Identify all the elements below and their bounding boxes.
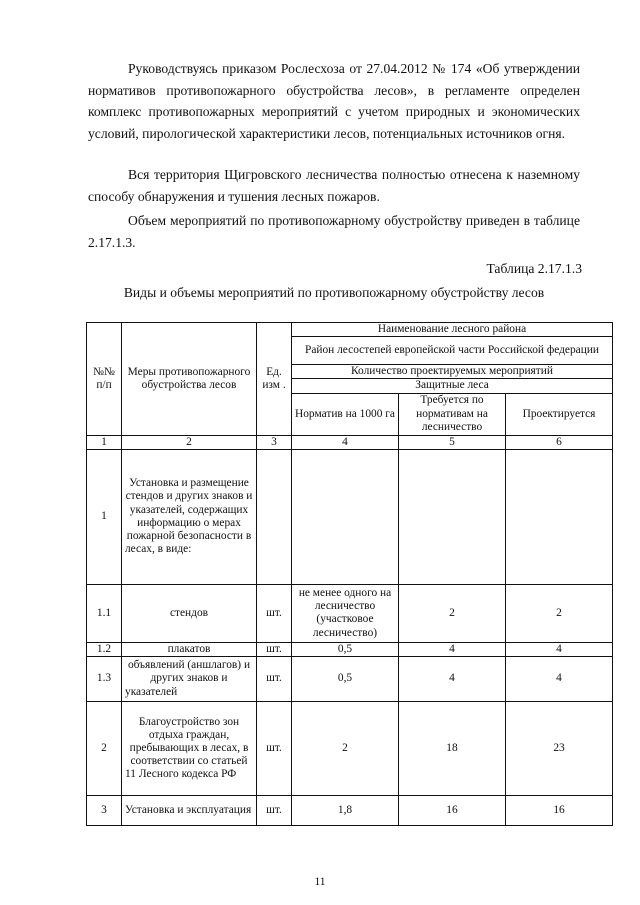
col-number: 6 xyxy=(506,435,613,449)
row-unit: шт. xyxy=(257,642,292,656)
header-planned-count: Количество проектируемых мероприятий xyxy=(292,365,613,379)
row-norm: не менее одного на лесничество (участковое лесничество) xyxy=(292,584,399,642)
header-forest-type: Защитные леса xyxy=(292,379,613,393)
table-row xyxy=(87,642,613,656)
row-designed: 2 xyxy=(506,584,613,642)
row-measure: стендов xyxy=(122,584,257,642)
row-unit: шт. xyxy=(257,702,292,796)
page-number: 11 xyxy=(314,876,326,888)
row-measure: Установка и размещение стендов и других знаков и указателей, содержащих информацию о мерах пожарной безопасности в лесах, в виде: xyxy=(122,449,257,584)
row-measure: Благоустройство зон отдыха граждан, пребывающих в лесах, в соответствии со статьей 11 Лесного кодекса РФ xyxy=(122,702,257,796)
row-num: 1 xyxy=(87,449,122,584)
row-designed: 16 xyxy=(506,796,613,826)
row-measure: объявлений (аншлагов) и других знаков и указателей xyxy=(122,657,257,702)
col-number: 2 xyxy=(122,435,257,449)
row-norm: 0,5 xyxy=(292,657,399,702)
col-number: 3 xyxy=(257,435,292,449)
row-required: 2 xyxy=(399,584,506,642)
table-number: Таблица 2.17.1.3 xyxy=(486,261,582,276)
row-measure: Установка и эксплуатация xyxy=(122,796,257,826)
table-row xyxy=(87,449,613,584)
col-number: 5 xyxy=(399,435,506,449)
row-required: 16 xyxy=(399,796,506,826)
header-norm: Норматив на 1000 га xyxy=(292,393,399,435)
row-unit: шт. xyxy=(257,657,292,702)
col-number: 4 xyxy=(292,435,399,449)
row-required xyxy=(399,449,506,584)
row-required: 18 xyxy=(399,702,506,796)
column-numbers-row xyxy=(87,435,613,449)
row-designed xyxy=(506,449,613,584)
row-designed: 23 xyxy=(506,702,613,796)
table-row xyxy=(87,584,613,642)
row-norm xyxy=(292,449,399,584)
table-caption: Виды и объемы мероприятий по противопожарному обустройству лесов xyxy=(123,285,545,300)
row-num: 3 xyxy=(87,796,122,826)
row-unit xyxy=(257,449,292,584)
row-num: 1.3 xyxy=(87,657,122,702)
territory-paragraph: Вся территория Щигровского лесничества полностью отнесена к наземному способу обнаружения и тушения лесных пожаров. xyxy=(88,167,580,204)
header-region-name: Наименование лесного района xyxy=(292,323,613,337)
row-designed: 4 xyxy=(506,657,613,702)
row-designed: 4 xyxy=(506,642,613,656)
table-row xyxy=(87,657,613,702)
row-norm: 2 xyxy=(292,702,399,796)
row-unit: шт. xyxy=(257,796,292,826)
row-norm: 0,5 xyxy=(292,642,399,656)
volume-paragraph: Объем мероприятий по противопожарному обустройству приведен в таблице 2.17.1.3. xyxy=(88,213,580,250)
row-norm: 1,8 xyxy=(292,796,399,826)
row-unit: шт. xyxy=(257,584,292,642)
header-unit: Ед. изм . xyxy=(257,323,292,436)
table-row xyxy=(87,702,613,796)
header-measures: Меры противопожарного обустройства лесов xyxy=(122,323,257,436)
intro-paragraph: Руководствуясь приказом Рослесхоза от 27.04.2012 № 174 «Об утверждении нормативов противопожарного обустройства лесов», в регламенте определен комплекс противопожарных мероприятий с учетом природных и экономических условий, пирологической характеристики лесов, потенциальных источников огня. xyxy=(88,61,580,141)
header-required: Требуется по нормативам на лесничество xyxy=(399,393,506,435)
header-designed: Проектируется xyxy=(506,393,613,435)
row-num: 1.2 xyxy=(87,642,122,656)
row-num: 1.1 xyxy=(87,584,122,642)
fire-measures-table xyxy=(86,322,613,826)
header-num: №№ п/п xyxy=(87,323,122,436)
row-measure: плакатов xyxy=(122,642,257,656)
row-required: 4 xyxy=(399,657,506,702)
row-required: 4 xyxy=(399,642,506,656)
col-number: 1 xyxy=(87,435,122,449)
row-num: 2 xyxy=(87,702,122,796)
table-row xyxy=(87,796,613,826)
header-region: Район лесостепей европейской части Российской федерации xyxy=(292,337,613,365)
